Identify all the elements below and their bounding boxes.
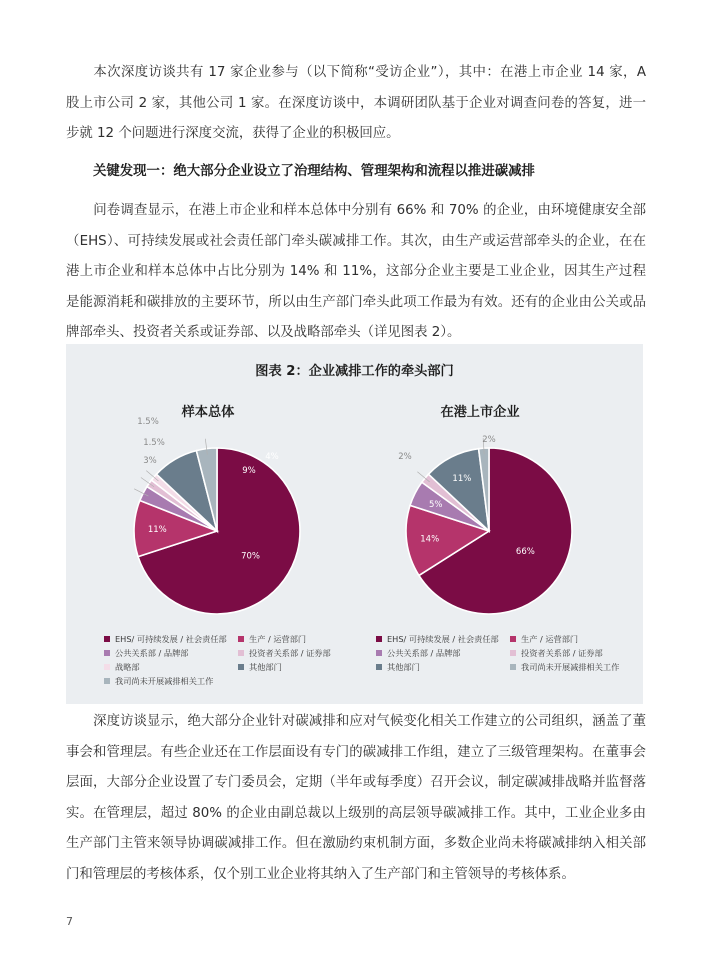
chart-title-sample: 样本总体 <box>181 405 235 420</box>
legend-swatch <box>104 650 110 656</box>
legend-item <box>510 634 578 645</box>
chart-title-hk-listed: 在港上市企业 <box>440 405 520 420</box>
paragraph-survey <box>66 196 646 349</box>
paragraph-survey-text: 问卷调查显示，在港上市企业和样本总体中分别有 66% 和 70% 的企业，由环境健康安全部（EHS）、可持续发展或社会责任部门牵头碳减排工作。其次，由生产或运营部牵头的企业，在在港上市企业和样本总体中占比分别为 14% 和 11%，这部分企业主要是工业企业，因其生产过程是能源消耗和碳排放的主要环节，所以由生产部门牵头此项工作最为有效。还有的企业由公关或品牌部牵头、投资者关系或证券部、以及战略部牵头（详见图表 2）。 <box>66 203 646 340</box>
slice-label: 70% <box>241 551 261 562</box>
legend-swatch <box>104 636 110 642</box>
legend-item <box>104 648 188 659</box>
slice-label: 1.5% <box>143 438 165 448</box>
slice-label: 5% <box>429 499 443 510</box>
legend-label: EHS/ 可持续发展 / 社会责任部 <box>387 634 499 644</box>
paragraph-intro-text: 本次深度访谈共有 17 家企业参与（以下简称“受访企业”），其中：在港上市企业 14 家，A 股上市公司 2 家，其他公司 1 家。在深度访谈中，本调研团队基于企业对调查问卷的答复，进一步就 12 个问题进行深度交流，获得了企业的积极回应。 <box>66 65 646 141</box>
legend-item <box>238 662 282 673</box>
legend-label: 战略部 <box>115 662 140 672</box>
legend-label: 生产 / 运营部门 <box>249 634 307 644</box>
figure-title: 图表 2：企业减排工作的牵头部门 <box>255 364 454 379</box>
paragraph-intro <box>66 58 646 150</box>
legend-item <box>510 648 603 659</box>
legend-label: 我司尚未开展减排相关工作 <box>115 676 214 686</box>
legend-swatch <box>510 664 516 670</box>
slice-label: 14% <box>420 534 440 545</box>
legend-swatch <box>238 650 244 656</box>
legend-label: 其他部门 <box>387 662 420 672</box>
page-number: 7 <box>66 915 73 928</box>
slice-label: 2% <box>398 452 412 462</box>
paragraph-interview-text: 深度访谈显示，绝大部分企业针对碳减排和应对气候变化相关工作建立的公司组织，涵盖了董事会和管理层。有些企业还在工作层面设有专门的碳减排工作组，建立了三级管理架构。在董事会层面，大部分企业设置了专门委员会，定期（半年或每季度）召开会议，制定碳减排战略并监督落实。在管理层，超过 80% 的企业由副总裁以上级别的高层领导碳减排工作。其中，工业企业多由生产部门主管来领导协调碳减排工作。但在激励约束机制方面，多数企业尚未将碳减排纳入相关部门和管理层的考核体系，仅个别工业企业将其纳入了生产部门和主管领导的考核体系。 <box>66 714 646 882</box>
legend-label: 投资者关系部 / 证券部 <box>249 648 331 658</box>
figure-chart-2 <box>66 344 643 704</box>
legend-item <box>376 634 499 645</box>
legend-item <box>376 662 420 673</box>
slice-label: 66% <box>515 546 535 557</box>
legend-item <box>510 662 619 673</box>
slice-label: 2% <box>482 435 496 445</box>
legend-swatch <box>238 664 244 670</box>
slice-label: 4% <box>265 452 279 462</box>
legend-swatch <box>238 636 244 642</box>
slice-label: 9% <box>242 466 256 476</box>
legend-swatch <box>510 650 516 656</box>
legend-label: 投资者关系部 / 证券部 <box>521 648 603 658</box>
legend-label: 生产 / 运营部门 <box>521 634 579 644</box>
legend-item <box>104 662 140 673</box>
legend-item <box>104 676 213 687</box>
legend-label: 公共关系部 / 品牌部 <box>115 648 189 658</box>
legend-label: EHS/ 可持续发展 / 社会责任部 <box>115 634 227 644</box>
legend-swatch <box>510 636 516 642</box>
legend-item <box>104 634 227 645</box>
legend-swatch <box>376 636 382 642</box>
legend-swatch <box>376 650 382 656</box>
legend-item <box>238 648 331 659</box>
pie-charts <box>66 344 643 634</box>
slice-label: 11% <box>452 473 472 484</box>
legend-label: 其他部门 <box>249 662 282 672</box>
slice-label: 3% <box>143 456 157 466</box>
legend-swatch <box>104 678 110 684</box>
paragraph-interview <box>66 707 646 890</box>
legend-item <box>238 634 306 645</box>
legend-label: 公共关系部 / 品牌部 <box>387 648 461 658</box>
slice-label: 1.5% <box>137 417 159 427</box>
section-heading: 关键发现一：绝大部分企业设立了治理结构、管理架构和流程以推进碳减排 <box>93 164 535 179</box>
legend-swatch <box>104 664 110 670</box>
legend-swatch <box>376 664 382 670</box>
legend-item <box>376 648 460 659</box>
legend-label: 我司尚未开展减排相关工作 <box>521 662 620 672</box>
slice-label: 11% <box>147 525 167 536</box>
